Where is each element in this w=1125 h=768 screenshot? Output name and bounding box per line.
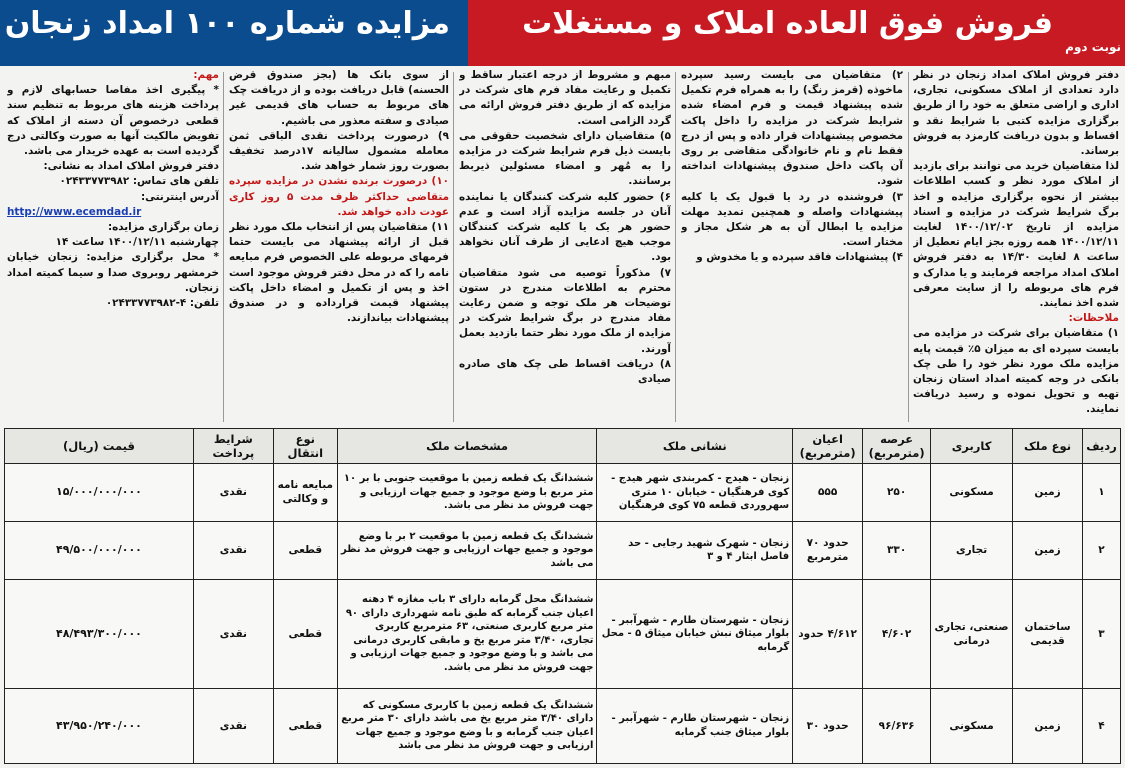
header-property-type: نوع ملک [1013,429,1083,464]
website-link[interactable]: http://www.ecemdad.ir [7,205,142,218]
cell-payment-terms: نقدی [193,579,273,688]
note-5: ۵) متقاضیان دارای شخصیت حقوقی می بایست ذیل فرم شرایط شرکت در مزایده را به مُهر و امضاء مسئولین ذیربط برسانند. [459,129,671,188]
note-8-end: از سوی بانک ها (بجز صندوق قرض الحسنه) قابل دریافت بوده و از دریافت چک های مربوط به حساب های قدیمی غیر صیادی و سفته معذور می باشیم. [229,69,449,127]
cell-property-type: زمین [1013,688,1083,763]
cell-usage: تجاری [931,521,1013,579]
cell-price: ۴۹/۵۰۰/۰۰۰/۰۰۰ [5,521,194,579]
cell-row-number: ۱ [1083,464,1121,522]
column-5 [7,68,219,426]
cell-building-area: ۴/۶۱۲ حدود [793,579,863,688]
cell-usage: مسکونی [931,688,1013,763]
notes-heading: ملاحظات: [1068,312,1119,325]
website-label: آدرس اینترنتی: [140,190,219,203]
cell-land-area: ۹۶/۶۳۶ [863,688,931,763]
contact-phones: تلفن های تماس: ۰۲۴۳۳۷۷۳۹۸۲ [59,175,219,188]
column-3 [459,68,671,426]
cell-address: زنجان - شهرک شهید رجایی - حد فاصل ابثار ۴ و ۳ [597,521,793,579]
cell-address: زنجان - شهرستان طارم - شهرآببر - بلوار میثاق جنب گرمابه [597,688,793,763]
cell-description: ششدانگ محل گرمابه دارای ۳ باب مغازه ۴ دهنه اعیان جنب گرمابه که طبق نامه شهرداری دارای ۹۰ متر مربع کاربری صنعتی، ۶۳ مترمربع کاربری تجاری، ۳/۴۰ متر مربع یخ و مابقی کاربری درمانی می باشد و با وضع موجود و جمیع جهات ارزیابی و جهت فروش مد نظر می باشد. [337,579,597,688]
cell-payment-terms: نقدی [193,688,273,763]
cell-row-number: ۴ [1083,688,1121,763]
announcement-body [0,68,1125,428]
cell-property-type: ساختمان قدیمی [1013,579,1083,688]
header-building-area: اعیان (مترمربع) [793,429,863,464]
note-4-end: مبهم و مشروط از درجه اعتبار ساقط و تکمیل و رعایت مفاد فرم های شرکت در مزایده که از طریق دفتر فروش ارائه می گردد الزامی است. [459,69,671,127]
cell-description: ششدانگ یک قطعه زمین با کاربری مسکونی که دارای ۳/۴۰ متر مربع یخ می باشد دارای ۳۰ متر مربع اعیان جنب گرمابه و با وضع موجود و جمیع جهات ارزیابی و جهت فروش مد نظر می باشد [337,688,597,763]
cell-transfer-type: قطعی [273,579,337,688]
note-11: ۱۱) متقاضیان پس از انتخاب ملک مورد نظر قبل از ارائه پیشنهاد می بایست حتما فرمهای مربوطه علی الخصوص فرم مبایعه نامه را که در محل دفتر فروش موجود است اخذ و پس از تکمیل و امضاء داخل پاکت پیشنهاد قیمت قرارداده و در صندوق پیشنهادات بیاندازند. [229,221,449,325]
table-row [5,688,1121,763]
auction-number-title: مزایده شماره ۱۰۰ امداد زنجان [4,6,450,41]
note-8-start: ۸) دریافت اقساط طی چک های صادره صیادی [459,357,671,386]
cell-payment-terms: نقدی [193,464,273,522]
auction-time: چهارشنبه ۱۴۰۰/۱۲/۱۱ ساعت ۱۴ [55,236,219,249]
header-price: قیمت (ریال) [5,429,194,464]
cell-transfer-type: قطعی [273,688,337,763]
instructions-paragraph: لذا متقاضیان خرید می توانند برای بازدید از املاک مورد نظر و کسب اطلاعات بیشتر از نحوه برگزاری مزایده و اخذ برگ شرایط شرکت در مزایده و اسناد مزایده از تاریخ ۱۴۰۰/۱۲/۰۲ لغایت ۱۴۰۰/۱۲/۱۱ همه روزه بجز ایام تعطیل از ساعت ۸ لغایت ۱۴/۳۰ به دفتر فروش املاک امداد مراجعه فرمایند و یا مدارک و فرم های مربوطه را از سایت معرفی شده اخذ نمایند. [913,160,1119,310]
cell-land-area: ۲۵۰ [863,464,931,522]
note-9: ۹) درصورت پرداخت نقدی الباقی ثمن معامله مشمول سالیانه ۱۷درصد تخفیف بصورت روز شمار خواهد شد. [229,129,449,173]
auction-venue: * محل برگزاری مزایده: زنجان خیابان خرمشهر روبروی صدا و سیما کمیته امداد زنجان. [7,251,219,294]
header-banner-left [0,0,468,66]
cell-address: زنجان - هیدج - کمربندی شهر هیدج - کوی فرهنگیان - خیابان ۱۰ متری سهروردی قطعه ۷۵ کوی فرهنگیان [597,464,793,522]
table-row [5,521,1121,579]
header-land-area: عرصه (مترمربع) [863,429,931,464]
table-row [5,464,1121,522]
property-table [4,428,1121,764]
important-heading: مهم: [193,69,219,81]
header-address: نشانی ملک [597,429,793,464]
cell-property-type: زمین [1013,464,1083,522]
header-usage: کاربری [931,429,1013,464]
note-7: ۷) مذکوراً توصیه می شود متقاضیان محترم به اطلاعات مندرج در ستون توضیحات هر ملک توجه و ضمن رعایت مفاد مندرج در برگ شرایط شرکت در مزایده از ملک مورد نظر حتما بازدید بعمل آورند. [459,266,671,355]
important-text: * پیگیری اخذ مفاصا حسابهای لازم و پرداخت هزینه های مربوط به تنظیم سند قطعی درخصوص آن دسته از املاک که تفویض مالکیت آنها به صورت وکالتی درج گردیده است به عهده خریدار می باشد. [7,84,219,158]
cell-description: ششدانگ یک قطعه زمین با موقعیت جنوبی با بر ۱۰ متر مربع با وضع موجود و جمیع جهات ارزیابی و جهت فروش مد نظر می باشد. [337,464,597,522]
header-row-number: ردیف [1083,429,1121,464]
column-1 [913,68,1119,426]
cell-price: ۱۵/۰۰۰/۰۰۰/۰۰۰ [5,464,194,522]
cell-usage: صنعتی، تجاری درمانی [931,579,1013,688]
publication-phase: نوبت دوم [1065,40,1121,54]
column-2 [681,68,903,426]
cell-description: ششدانگ یک قطعه زمین با موقعیت ۲ بر با وضع موجود و جمیع جهات ارزیابی و جهت فروش مد نظر می باشد [337,521,597,579]
column-4 [229,68,449,426]
cell-price: ۴۳/۹۵۰/۲۴۰/۰۰۰ [5,688,194,763]
note-10: ۱۰) درصورت برنده نشدن در مزایده سپرده متقاضی حداکثر ظرف مدت ۵ روز کاری عودت داده خواهد شد. [229,175,449,218]
cell-land-area: ۳۳۰ [863,521,931,579]
office-address: دفتر فروش املاک امداد به نشانی: [43,160,219,173]
note-4-start: ۴) پیشنهادات فاقد سپرده و یا مخدوش و [696,251,903,264]
cell-transfer-type: مبایعه نامه و وکالتی [273,464,337,522]
table-header-row [5,429,1121,464]
venue-phone: تلفن: ۴-۰۲۴۳۳۷۷۳۹۸۲ [105,297,219,310]
cell-building-area: حدود ۷۰ مترمربع [793,521,863,579]
intro-paragraph: دفتر فروش املاک امداد زنجان در نظر دارد تعدادی از املاک مسکونی، تجاری، اداری و اراضی متعلق به خود را از طریق برگزاری مزایده کتبی با شرایط نقد و اقساط و بدون دریافت کارمزد به فروش برساند. [913,69,1119,158]
cell-usage: مسکونی [931,464,1013,522]
cell-payment-terms: نقدی [193,521,273,579]
cell-row-number: ۳ [1083,579,1121,688]
cell-building-area: حدود ۳۰ [793,688,863,763]
header-description: مشخصات ملک [337,429,597,464]
note-6: ۶) حضور کلیه شرکت کنندگان یا نماینده آنان در جلسه مزایده آزاد است و عدم حضور هر یک یا کلیه شرکت کنندگان موجب هیچ ادعایی از طرف آنان نخواهد بود. [459,190,671,264]
sale-title: فروش فوق العاده املاک و مستغلات [522,6,1053,41]
cell-price: ۴۸/۴۹۳/۳۰۰/۰۰۰ [5,579,194,688]
auction-time-heading: زمان برگزاری مزایده: [107,221,219,234]
cell-property-type: زمین [1013,521,1083,579]
header-banner-right [468,0,1125,66]
table-row [5,579,1121,688]
cell-address: زنجان - شهرستان طارم - شهرآببر - بلوار میثاق نبش خیابان میثاق ۵ - محل گرمابه [597,579,793,688]
note-2: ۲) متقاضیان می بایست رسید سپرده ماخوذه (قرمز رنگ) را به همراه فرم تکمیل شده پیشنهاد قیمت و فرم امضاء شده شرایط شرکت در مزایده را داخل پاکت مخصوص پیشنهادات قرار داده و پس از درج فقط نام و نام خانوادگی متقاضی بر روی آن پاکت داخل صندوق پیشنهادات انداخته شود. [681,69,903,188]
cell-building-area: ۵۵۵ [793,464,863,522]
note-3: ۳) فروشنده در رد یا قبول یک یا کلیه پیشنهادات واصله و همچنین تمدید مهلت مزایده یا ابطال آن به هر شکل مجاز و مختار است. [681,190,903,249]
cell-transfer-type: قطعی [273,521,337,579]
header-payment-terms: شرایط پرداخت [193,429,273,464]
note-1: ۱) متقاضیان برای شرکت در مزایده می بایست سپرده ای به میزان ۵٪ قیمت پایه مزایده ملک مورد نظر خود را طی چک بانکی در وجه کمیته امداد استان زنجان تهیه و تحویل نموده و رسید دریافت نمایند. [913,327,1119,416]
header-transfer-type: نوع انتقال [273,429,337,464]
cell-row-number: ۲ [1083,521,1121,579]
cell-land-area: ۴/۶۰۲ [863,579,931,688]
